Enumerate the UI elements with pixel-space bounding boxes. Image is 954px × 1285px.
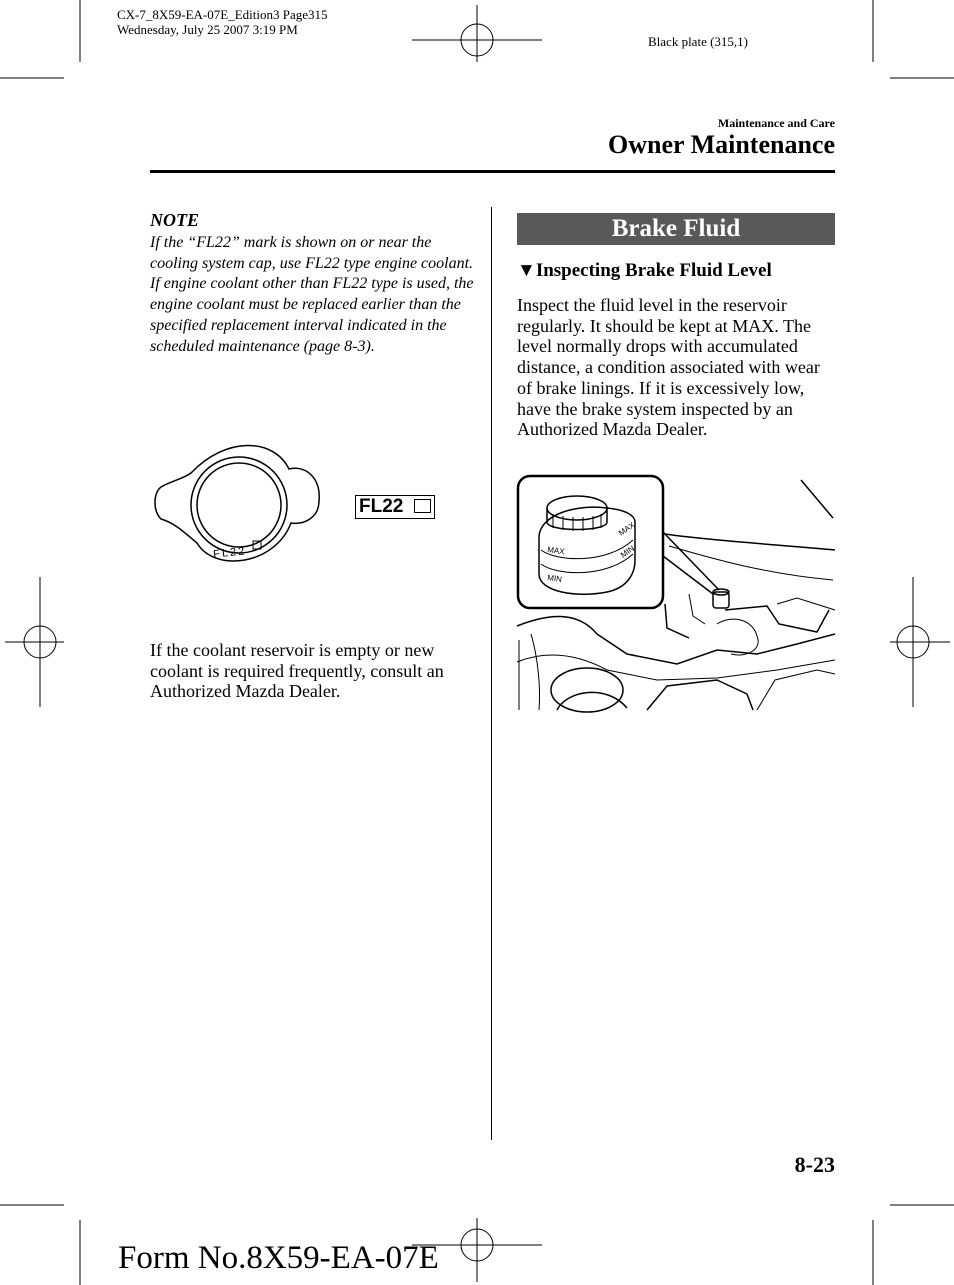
reservoir-min-label-side: MIN	[618, 543, 637, 560]
note-body: If the “FL22” mark is shown on or near the cooling system cap, use FL22 type engine coolant. If engine coolant other than FL22 type is used, the engine coolant must be replaced earlier than the specified replacement interval indicated in the scheduled maintenance (page 8-3).	[150, 234, 474, 355]
fl22-badge	[355, 495, 435, 519]
triangle-icon: ▼	[517, 260, 536, 281]
print-metadata	[117, 7, 328, 37]
print-file-info: CX-7_8X59-EA-07E_Edition3 Page315	[117, 7, 328, 22]
subheading-text: Inspecting Brake Fluid Level	[535, 260, 772, 281]
reservoir-max-label: MAX	[546, 545, 566, 557]
print-timestamp: Wednesday, July 25 2007 3:19 PM	[117, 22, 298, 37]
book-icon	[414, 499, 431, 513]
form-number: Form No.8X59-EA-07E	[118, 1240, 439, 1276]
column-divider	[491, 207, 492, 1140]
reservoir-max-label-side: MAX	[616, 520, 637, 538]
header-rule	[150, 170, 835, 173]
reservoir-min-label: MIN	[546, 573, 563, 585]
brake-reservoir-illustration	[517, 474, 835, 710]
fl22-badge-label: FL22	[359, 496, 404, 517]
chapter-title: Owner Maintenance	[608, 130, 835, 159]
coolant-advice: If the coolant reservoir is empty or new coolant is required frequently, consult an Authorized Mazda Dealer.	[150, 640, 444, 701]
section-title: Maintenance and Care	[717, 116, 835, 130]
note-title: NOTE	[150, 210, 199, 230]
subheading	[517, 260, 772, 282]
section-banner: Brake Fluid	[517, 213, 835, 245]
page-number: 8-23	[794, 1152, 835, 1177]
plate-info: Black plate (315,1)	[648, 34, 748, 49]
cap-mark: FL22	[212, 545, 247, 561]
radiator-cap-illustration	[155, 445, 335, 575]
brake-fluid-body: Inspect the fluid level in the reservoir regularly. It should be kept at MAX. The level normally drops with accumulated distance, a condition associated with wear of brake linings. If it is excessively low, have the brake system inspected by an Authorized Mazda Dealer.	[517, 295, 820, 440]
